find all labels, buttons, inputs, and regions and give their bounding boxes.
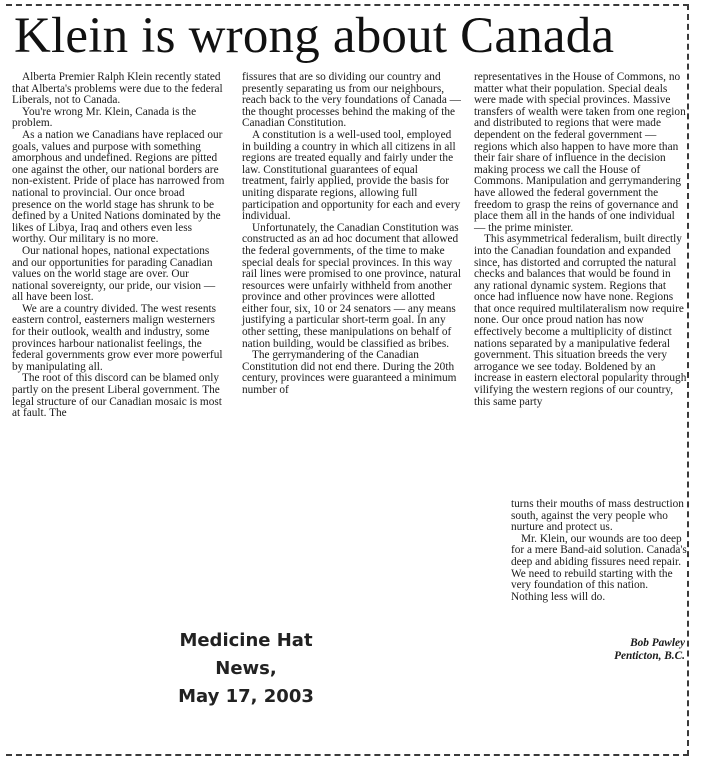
source-caption (146, 627, 346, 711)
publication-name: Medicine Hat News, (179, 630, 313, 679)
article-paragraph: You're wrong Mr. Klein, Canada is the problem. (12, 105, 197, 130)
author-name: Bob Pawley (630, 637, 685, 649)
publication-date: May 17, 2003 (178, 686, 314, 707)
article-paragraph: turns their mouths of mass destruction south, against the very people who nurture and protect us. (511, 498, 684, 534)
article-column-2 (242, 72, 462, 397)
article-paragraph: Alberta Premier Ralph Klein recently stated that Alberta's problems were due to the federal Liberals, not to Canada. (12, 71, 223, 107)
article-paragraph: As a nation we Canadians have replaced our goals, values and purpose with something amorphous and undefined. Regions are pitted one against the other, our national borders are non-existent. Pride of place has narrowed from national to provincial. Our once broad presence on the world stage has shrunk to be defined by a United Nations dominated by the likes of Libya, Iraq and others even less worthy. Our military is no more. (12, 128, 225, 246)
article-column-1 (12, 72, 226, 420)
article-paragraph: fissures that are so dividing our country and presently separating us from our neighbours, reach back to the very foundations of Canada — the thought processes behind the making of the Canadian Constitution. (242, 71, 461, 130)
article-headline: Klein is wrong about Canada (14, 8, 615, 64)
article-column-3-continuation (511, 499, 687, 603)
author-location: Penticton, B.C. (614, 650, 685, 662)
article-column-3 (474, 72, 688, 408)
author-signature (540, 637, 685, 663)
article-paragraph: Our national hopes, national expectations and our opportunities for parading Canadian values on the world stage are over. Our national sovereignty, our pride, our vision — all have been lost. (12, 244, 216, 304)
article-paragraph: This asymmetrical federalism, built directly into the Canadian foundation and expanded since, has distorted and corrupted the natural checks and balances that would be found in any rational dynamic system. Regions that once had influence now have none. Regions that once required multilateralism now require none. Our once proud nation has now effectively become a multiplicity of distinct nations separated by a manipulative federal government. This situation breeds the very arrogance we see today. Boldened by an increase in eastern electoral popularity through vilifying the western regions of our country, this same party (474, 233, 687, 408)
article-paragraph: The gerrymandering of the Canadian Constitution did not end there. During the 20th century, provinces were guaranteed a minimum number of (242, 349, 457, 397)
article-paragraph: We are a country divided. The west resents eastern control, easterners malign westerners for their outlook, wealth and industry, some provinces harbour nationalist feelings, the federal governments grow ever more powerful by manipulating all. (12, 302, 223, 373)
article-paragraph: Mr. Klein, our wounds are too deep for a mere Band-aid solution. Canada's deep and abiding fissures need repair. We need to rebuild starting with the very foundation of this nation. Nothing less will do. (511, 532, 687, 603)
article-paragraph: Unfortunately, the Canadian Constitution was constructed as an ad hoc document that allowed the federal governments, of the time to make special deals for special provinces. In this way rail lines were promised to one province, natural resources were unfairly withheld from another province and other provinces were allotted either four, six, 10 or 24 senators — any means justifying a particular short-term goal. In any other setting, these manipulations on behalf of nation building, would be classified as bribes. (242, 221, 461, 350)
article-paragraph: representatives in the House of Commons, no matter what their population. Special deals were made with special provinces. Massive transfers of wealth were taken from one region and distributed to regions that were made dependent on the federal government — regions which also happen to have more than their fair share of influence in the decision making process we call the House of Commons. Manipulation and gerrymandering have allowed the federal government the freedom to grasp the reins of governance and place them all in the hands of one individual — the prime minister. (474, 71, 686, 234)
article-paragraph: The root of this discord can be blamed only partly on the present Liberal government. The legal structure of our Canadian mosaic is most at fault. The (12, 372, 222, 420)
article-paragraph: A constitution is a well-used tool, employed in building a country in which all citizens in all regions are treated equally and fairly under the law. Constitutional guarantees of equal treatment, fairly applied, provide the basis for uniting disparate regions, allowing full participation and opportunity for each and every individual. (242, 128, 461, 223)
